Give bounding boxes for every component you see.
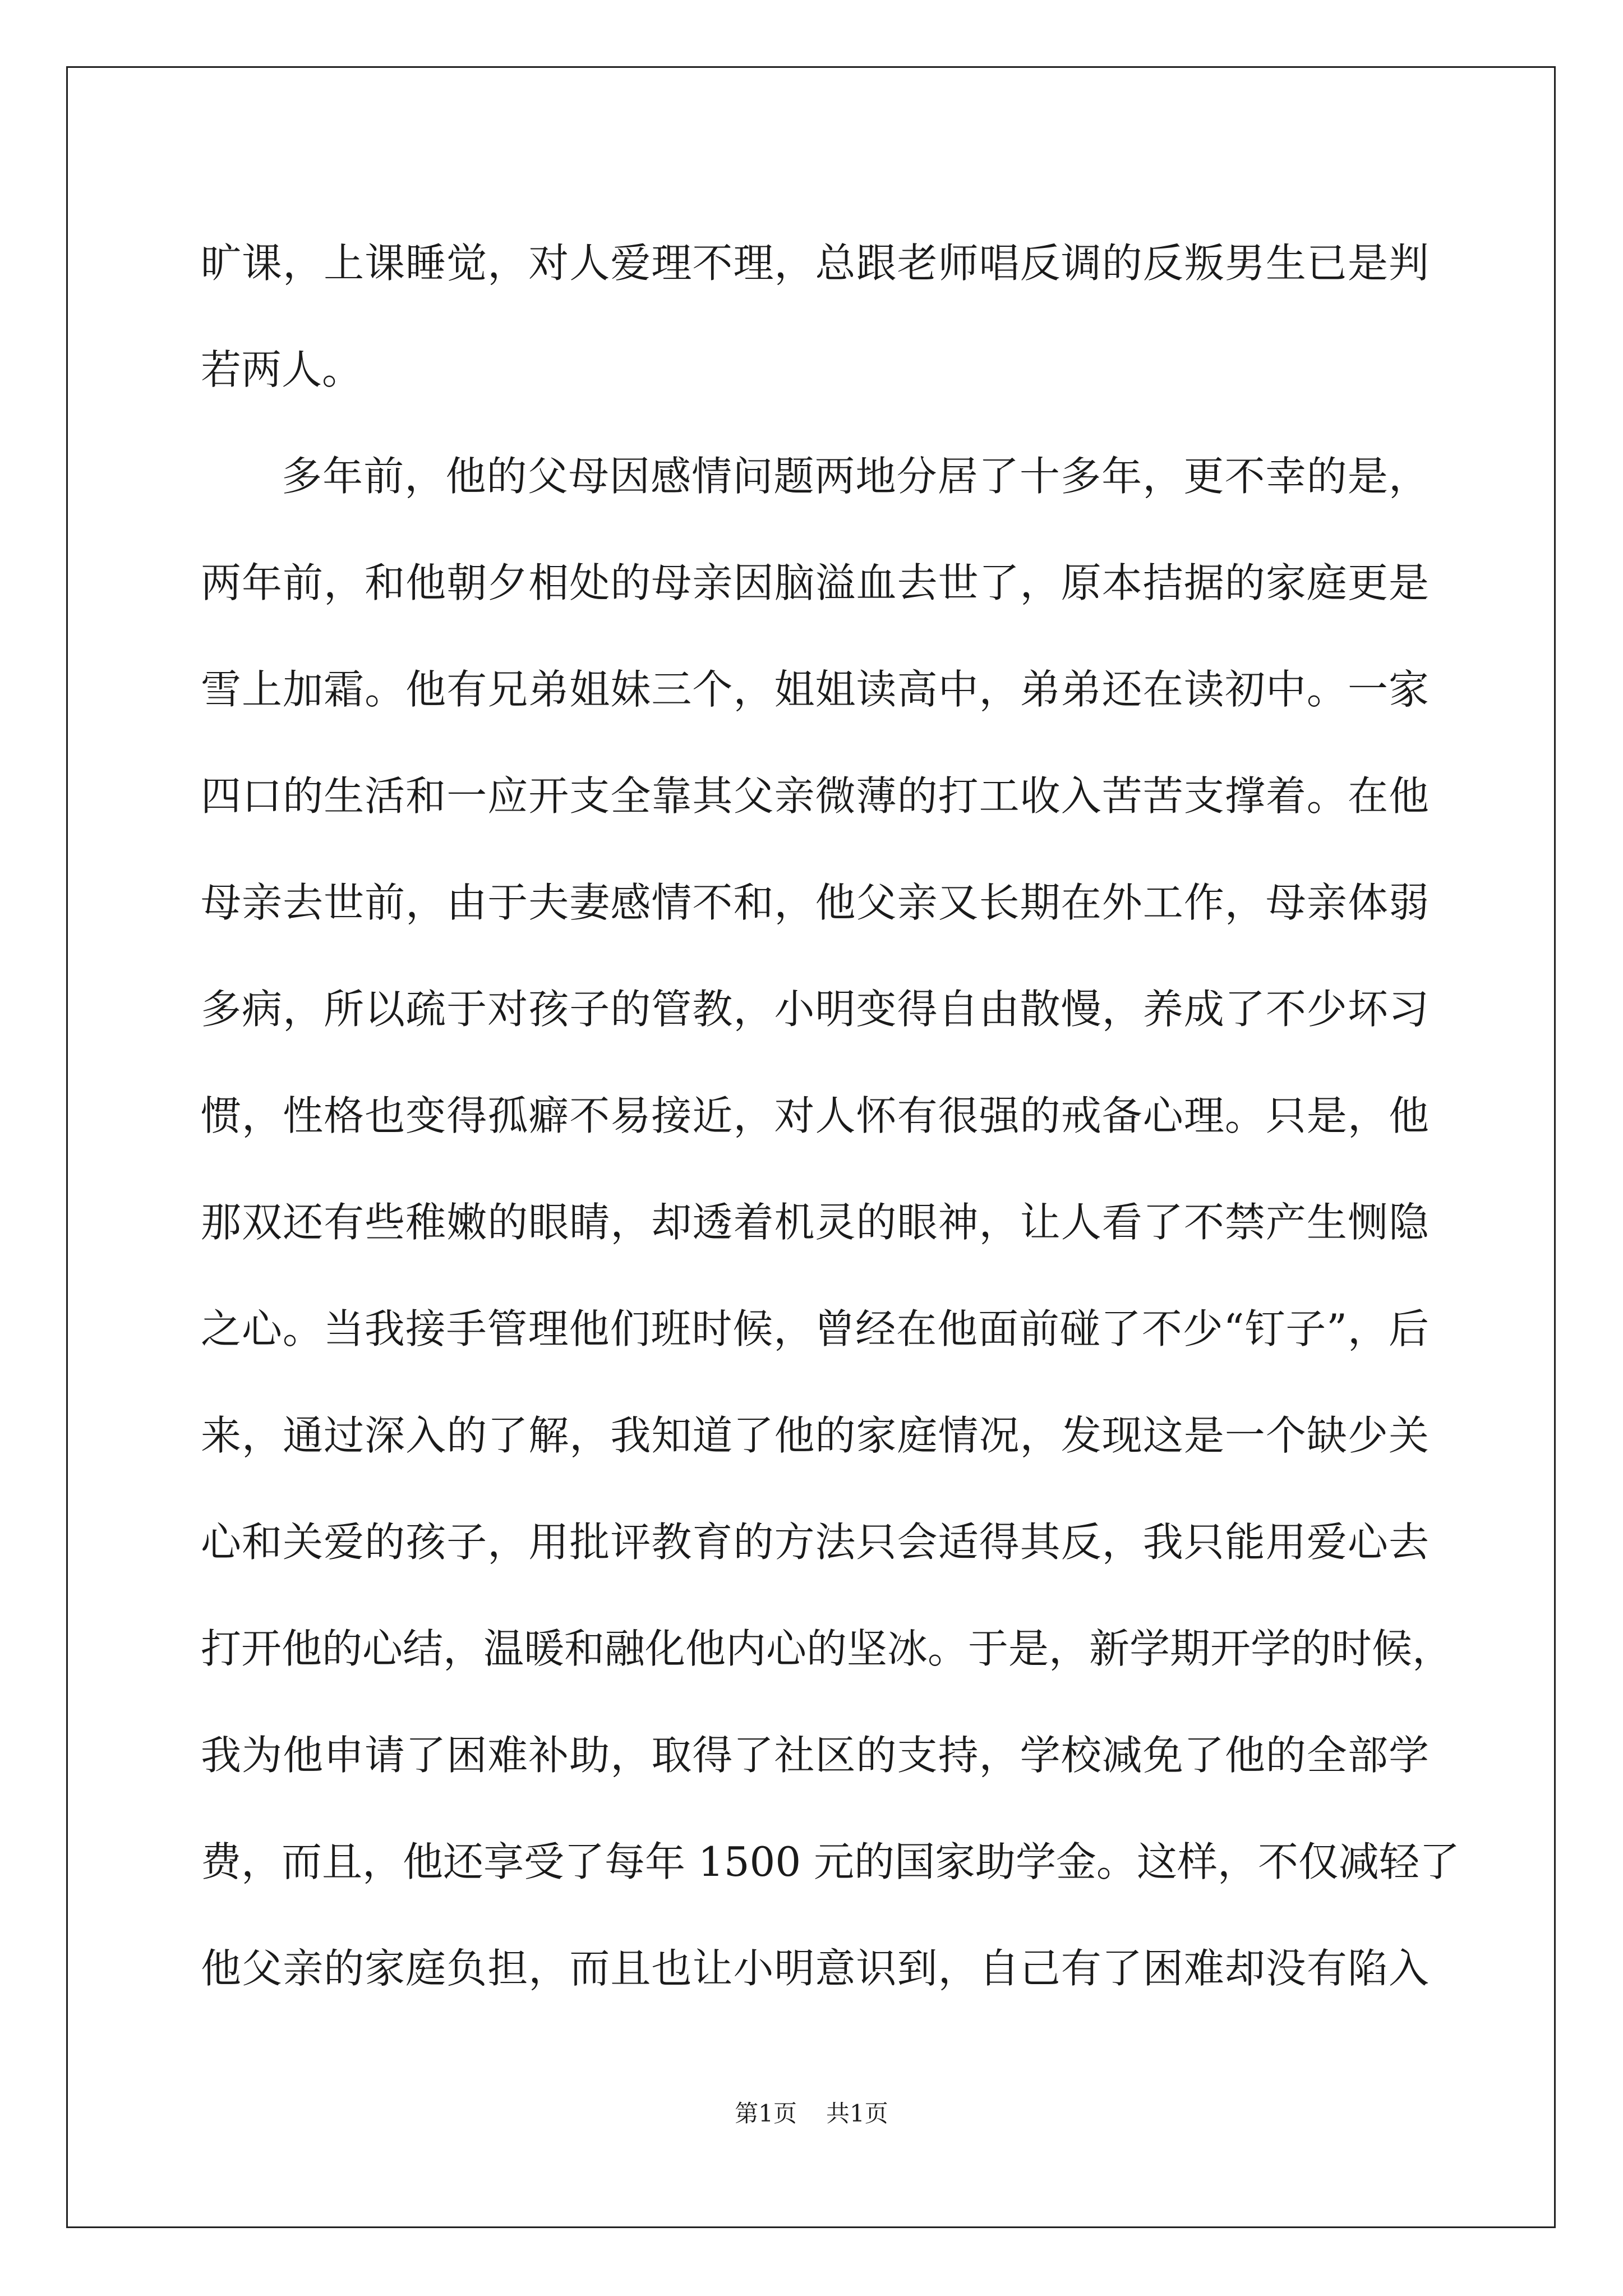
text-line: 心和关爱的孩子，用批评教育的方法只会适得其反，我只能用爱心去 [201, 1519, 1429, 1566]
text-line: 那双还有些稚嫩的眼睛，却透着机灵的眼神，让人看了不禁产生恻隐 [201, 1199, 1429, 1246]
text-line: 两年前，和他朝夕相处的母亲因脑溢血去世了，原本拮据的家庭更是 [201, 559, 1429, 606]
page-footer [0, 2097, 1623, 2131]
text-line: 他父亲的家庭负担，而且也让小明意识到，自己有了困难却没有陷入 [201, 1945, 1429, 1992]
text-line: 来，通过深入的了解，我知道了他的家庭情况，发现这是一个缺少关 [201, 1412, 1429, 1459]
document-body [201, 210, 1460, 2022]
text-line: 雪上加霜。他有兄弟姐妹三个，姐姐读高中，弟弟还在读初中。一家 [201, 666, 1429, 713]
text-line: 惯，性格也变得孤癖不易接近，对人怀有很强的戒备心理。只是，他 [201, 1092, 1429, 1139]
text-line: 费，而且，他还享受了每年 1500 元的国家助学金。这样，不仅减轻了 [201, 1838, 1460, 1885]
text-line: 打开他的心结，温暖和融化他内心的坚冰。于是，新学期开学的时候， [201, 1625, 1453, 1672]
page-number-total: 共1页 [826, 2100, 888, 2127]
page-number-current: 第1页 [735, 2100, 797, 2127]
text-line: 多病，所以疏于对孩子的管教，小明变得自由散慢，养成了不少坏习 [201, 986, 1429, 1033]
text-line: 四口的生活和一应开支全靠其父亲微薄的打工收入苦苦支撑着。在他 [201, 772, 1429, 820]
text-line: 我为他申请了困难补助，取得了社区的支持，学校减免了他的全部学 [201, 1732, 1429, 1779]
paragraph-start-line: 多年前，他的父母因感情问题两地分居了十多年，更不幸的是， [282, 453, 1429, 500]
text-line: 之心。当我接手管理他们班时候，曾经在他面前碰了不少“钉子”，后 [201, 1305, 1429, 1352]
text-line: 若两人。 [201, 346, 363, 393]
text-line: 旷课，上课睡觉，对人爱理不理，总跟老师唱反调的反叛男生已是判 [201, 240, 1429, 287]
text-line: 母亲去世前，由于夫妻感情不和，他父亲又长期在外工作，母亲体弱 [201, 879, 1429, 926]
